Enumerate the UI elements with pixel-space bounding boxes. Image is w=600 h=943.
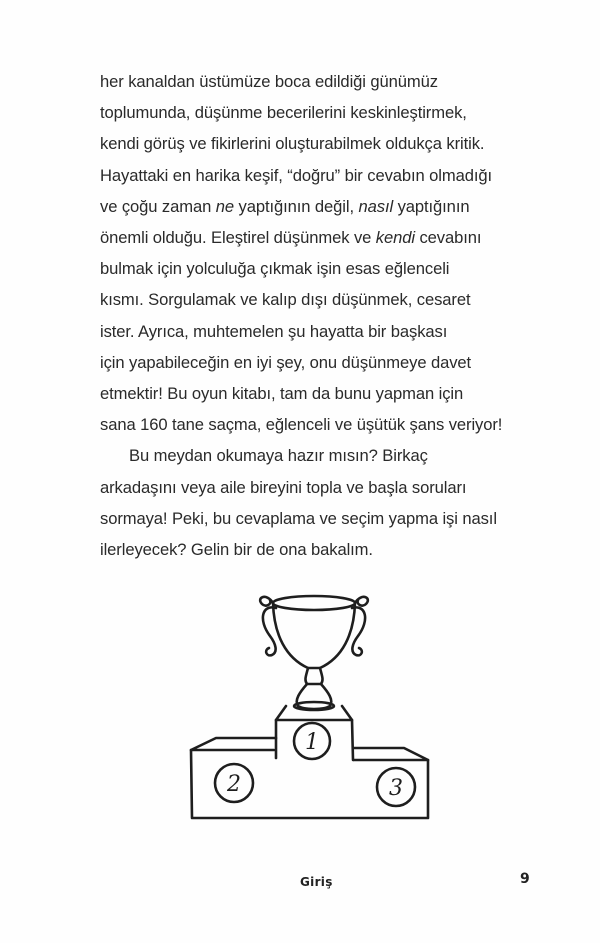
text-segment: ilerleyecek? Gelin bir de ona bakalım. [100, 540, 373, 560]
text-line [100, 222, 520, 253]
text-segment: yaptığının değil, [234, 196, 359, 216]
text-segment: Bu meydan okumaya hazır mısın? Birkaç [129, 446, 428, 466]
trophy-icon [260, 596, 368, 710]
podium-number-3: 3 [389, 776, 403, 801]
page-number: 9 [520, 871, 530, 887]
italic-emphasis: kendi [375, 228, 415, 248]
text-line [100, 347, 520, 378]
text-segment: için yapabileceğin en iyi şey, onu düşünmeye davet [100, 352, 472, 372]
text-segment: yaptığının [393, 196, 470, 216]
text-line [100, 191, 520, 222]
text-line [100, 316, 520, 347]
text-line [100, 128, 520, 159]
text-segment: önemli olduğu. Eleştirel düşünmek ve [100, 228, 376, 248]
text-segment: kendi görüş ve fikirlerini oluşturabilmek oldukça kritik. [100, 134, 485, 154]
text-line [100, 409, 520, 440]
text-segment: bulmak için yolculuğa çıkmak işin esas eğlenceli [100, 259, 450, 279]
text-segment: etmektir! Bu oyun kitabı, tam da bunu yapman için [100, 384, 464, 404]
italic-emphasis: nasıl [358, 196, 394, 216]
podium-icon [191, 706, 428, 818]
text-segment: arkadaşını veya aile bireyini topla ve başla soruları [100, 477, 467, 497]
text-line [100, 503, 520, 534]
trophy-podium-icon [186, 580, 436, 820]
body-text [100, 66, 520, 565]
italic-emphasis: ne [215, 196, 235, 216]
text-line [100, 378, 520, 409]
text-segment: sana 160 tane saçma, eğlenceli ve üşütük şans veriyor! [100, 415, 503, 435]
text-segment: sormaya! Peki, bu cevaplama ve seçim yapma işi nasıl [100, 508, 497, 528]
text-segment: cevabını [414, 228, 482, 248]
text-segment: ve çoğu zaman [100, 196, 216, 216]
podium-number-1: 1 [305, 730, 319, 755]
text-line [100, 253, 520, 284]
text-line [100, 66, 520, 97]
text-segment: toplumunda, düşünme becerilerini keskinleştirmek, [100, 103, 467, 123]
text-line [100, 97, 520, 128]
podium-number-2: 2 [227, 772, 241, 797]
text-line [100, 440, 520, 471]
text-line [100, 534, 520, 565]
text-segment: kısmı. Sorgulamak ve kalıp dışı düşünmek, cesaret [100, 290, 471, 310]
section-label: Giriş [300, 875, 333, 889]
text-segment: Hayattaki en harika keşif, “doğru” bir cevabın olmadığı [100, 165, 493, 185]
text-segment: ister. Ayrıca, muhtemelen şu hayatta bir başkası [100, 321, 448, 341]
text-line [100, 284, 520, 315]
text-segment: her kanaldan üstümüze boca edildiği günümüz [100, 72, 438, 91]
text-line [100, 160, 520, 191]
text-line [100, 472, 520, 503]
